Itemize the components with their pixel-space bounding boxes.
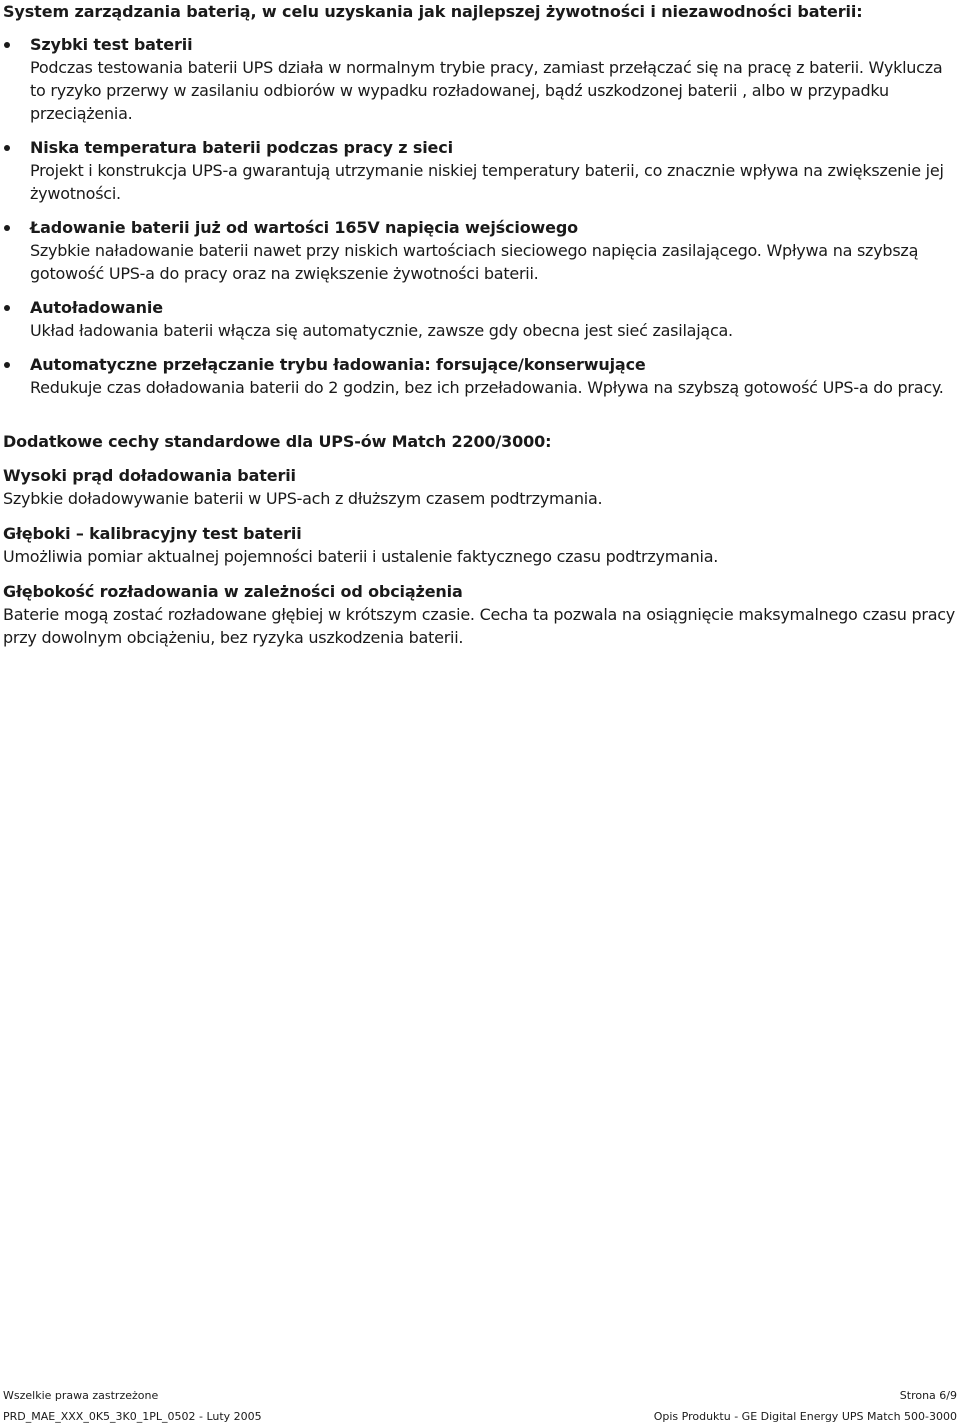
list-item-title: Autoładowanie — [30, 298, 163, 317]
list-item — [3, 353, 957, 399]
list-item-title: Niska temperatura baterii podczas pracy z sieci — [30, 138, 453, 157]
bullet-icon — [4, 145, 10, 151]
list-item-text: Redukuje czas doładowania baterii do 2 godzin, bez ich przeładowania. Wpływa na szybszą gotowość UPS-a do pracy. — [30, 378, 944, 397]
footer-doc-code: PRD_MAE_XXX_0K5_3K0_1PL_0502 - Luty 2005 — [3, 1410, 262, 1423]
bullet-icon — [4, 362, 10, 368]
additional-features-heading: Dodatkowe cechy standardowe dla UPS-ów Match 2200/3000: — [3, 432, 552, 451]
feature-title: Wysoki prąd doładowania baterii — [3, 466, 296, 485]
feature-block — [3, 522, 957, 568]
list-item-title: Szybki test baterii — [30, 35, 193, 54]
list-item-text: Szybkie naładowanie baterii nawet przy niskich wartościach sieciowego napięcia zasilającego. Wpływa na szybszą gotowość UPS-a do pracy oraz na zwiększenie żywotności baterii. — [30, 241, 919, 283]
bullet-icon — [4, 42, 10, 48]
list-item — [3, 33, 957, 125]
footer-rights: Wszelkie prawa zastrzeżone — [3, 1389, 159, 1402]
feature-block — [3, 464, 957, 510]
list-item — [3, 136, 957, 205]
bullet-icon — [4, 225, 10, 231]
battery-features-list — [3, 33, 957, 399]
bullet-icon — [4, 305, 10, 311]
list-item — [3, 216, 957, 285]
list-item-title: Automatyczne przełączanie trybu ładowania: forsujące/konserwujące — [30, 355, 646, 374]
list-item-title: Ładowanie baterii już od wartości 165V napięcia wejściowego — [30, 218, 579, 237]
feature-title: Głębokość rozładowania w zależności od obciążenia — [3, 582, 463, 601]
document-page — [3, 0, 957, 649]
list-item-text: Projekt i konstrukcja UPS-a gwarantują utrzymanie niskiej temperatury baterii, co znacznie wpływa na zwiększenie jej żywotności. — [30, 161, 944, 203]
list-item-text: Podczas testowania baterii UPS działa w normalnym trybie pracy, zamiast przełączać się na pracę z baterii. Wyklucza to ryzyko przerwy w zasilaniu odbiorów w wypadku rozładowanej, bądź uszkodzonej baterii , albo w przypadku przeciążenia. — [30, 58, 943, 123]
footer-page-number: Strona 6/9 — [899, 1389, 957, 1402]
feature-text: Baterie mogą zostać rozładowane głębiej w krótszym czasie. Cecha ta pozwala na osiągnięcie maksymalnego czasu pracy przy dowolnym obciążeniu, bez ryzyka uszkodzenia baterii. — [3, 605, 956, 647]
list-item-text: Układ ładowania baterii włącza się automatycznie, zawsze gdy obecna jest sieć zasilająca. — [30, 321, 733, 340]
footer-doc-title: Opis Produktu - GE Digital Energy UPS Match 500-3000 — [653, 1410, 957, 1423]
feature-text: Szybkie doładowywanie baterii w UPS-ach z dłuższym czasem podtrzymania. — [3, 489, 603, 508]
feature-text: Umożliwia pomiar aktualnej pojemności baterii i ustalenie faktycznego czasu podtrzymania. — [3, 547, 719, 566]
feature-title: Głęboki – kalibracyjny test baterii — [3, 524, 302, 543]
battery-management-heading: System zarządzania baterią, w celu uzyskania jak najlepszej żywotności i niezawodności baterii: — [3, 2, 863, 21]
list-item — [3, 296, 957, 342]
feature-block — [3, 580, 957, 649]
